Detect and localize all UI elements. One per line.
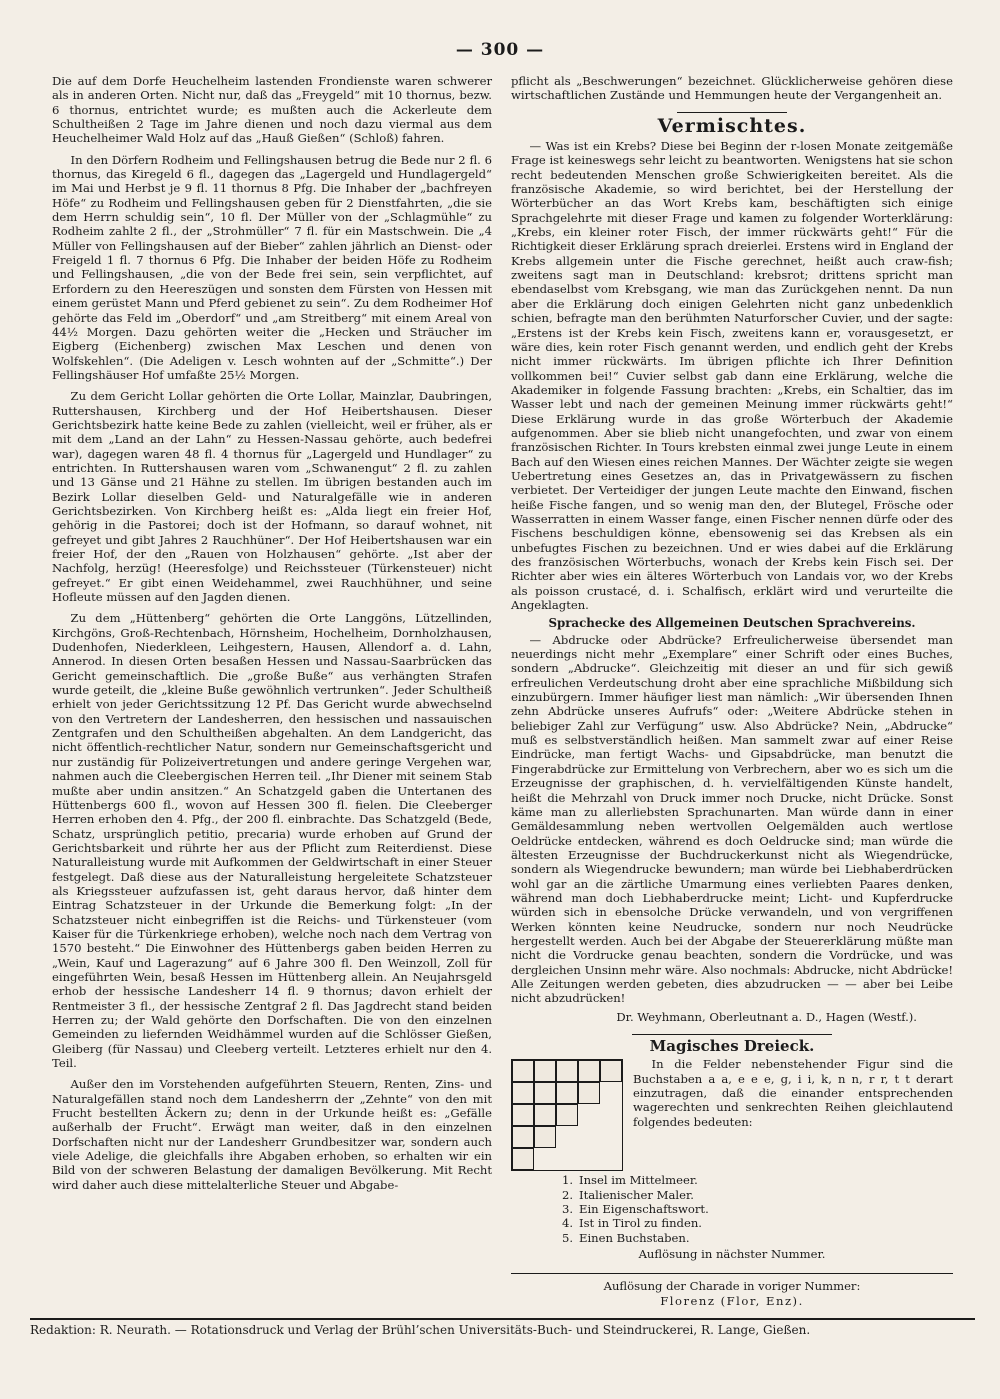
puzzle-divider [632,1034,832,1035]
clue-item: 5. Einen Buchstaben. [561,1230,690,1245]
grid-blank [556,1148,578,1170]
grid-blank [534,1148,556,1170]
clue-item: 3. Ein Eigenschaftswort. [561,1202,709,1217]
grid-blank [578,1148,600,1170]
clue-item: 2. Italienischer Maler. [561,1187,694,1202]
paragraph-continuation: pflicht als „Beschwerungen“ bezeichnet. Glücklicherweise gehören diese wirtschaftlichen Zustände und Hemmungen heute der Vergangenheit an. [511,74,953,103]
article-krebs: — Was ist ein Krebs? Diese bei Beginn der r-losen Monate zeitgemäße Frage ist keineswegs sehr leicht zu beantworten. Wenigstens hat sie schon recht bedeutenden Menschen große Schwierigkeiten bereitet. Als die französische Akademie, so wird berichtet, bei der Herstellung der Wörterbücher an das Wort Krebs kam, beschäftigten sich einige Sprachgelehrte mit dieser Frage und kamen zu folgender Worterklärung: „Krebs, ein kleiner roter Fisch, der immer rückwärts geht!“ Für die Richtigkeit dieser Erklärung sprach dreierlei. Erstens wird in England der Krebs allgemein unter die Fische gerechnet, heißt auch craw-fish; zweitens sagt man in Deutschland: krebsrot; drittens spricht man ebendaselbst vom Krebsgang, wie man das Zurückgehen nennt. Da nun aber die Erklärung doch einigen Gelehrten nicht ganz unbedenklich schien, befragte man den berühmten Naturforscher Cuvier, und der sagte: „Erstens ist der Krebs kein Fisch, zweitens kann er, vorausgesetzt, er wäre dies, kein roter Fisch genannt werden, und endlich geht der Krebs nicht immer rückwärts. Im übrigen pflichte ich Ihrer Definition vollkommen bei!“ Cuvier selbst gab dann eine Erklärung, welche die Akademiker in folgende Fassung brachten: „Krebs, ein Schaltier, das im Wasser lebt und nach der gemeinen Meinung immer rückwärts geht!“ Diese Erklärung wurde in das große Wörterbuch der Akademie aufgenommen. Aber sie blieb nicht unangefochten, und zwar von einem französischen Richter. In Tours krebsten einmal zwei junge Leute in einem Bach auf den Wiesen eines reichen Mannes. Der Wächter zeigte sie wegen Uebertretung eines Gesetzes an, das in Privatgewässern zu fischen verbietet. Der Verteidiger der jungen Leute machte den Einwand, fischen heiße Fische fangen, und so wenig man den, der Blutegel, Frösche oder Wasserratten in einem Wasser fange, einen Fischer nennen dürfe oder des Fischens beschuldigen könne, ebensowenig sei das Krebsen als ein unbefugtes Fischen zu bezeichnen. Und er wies dabei auf die Erklärung des französischen Wörterbuchs, wonach der Krebs kein Fisch sei. Der Richter aber wies ein älteres Wörterbuch von Landais vor, wo der Krebs als poisson crustacé, d. i. Schalfisch, erklärt wird und verurteilte die Angeklagten. [511,139,953,613]
magic-triangle-grid [511,1059,623,1171]
grid-cell [534,1104,556,1126]
solution-label: Auflösung der Charade in voriger Nummer: [603,1279,861,1294]
grid-cell [512,1148,534,1170]
grid-cell [600,1060,622,1082]
grid-blank [556,1126,578,1148]
grid-blank [600,1126,622,1148]
paragraph-frondienste: Die auf dem Dorfe Heuchelheim lastenden Frondienste waren schwerer als in anderen Orten. Nicht nur, daß das „Freygeld“ mit 10 thornus, bezw. 6 thornus, entrichtet wurde; es mußten auch die Ackerleute dem Schultheißen 2 Tage im Jahre dienen und noch dazu viermal aus dem Heuchelheimer Wald Holz auf das „Hauß Gießen“ (Schloß) fahren. [52,74,492,146]
grid-blank [600,1082,622,1104]
sprachecke-signature: Dr. Weyhmann, Oberleutnant a. D., Hagen (Westf.). [616,1009,917,1024]
section-title: Vermischtes. [657,114,807,137]
sprachecke-title: Sprachecke des Allgemeinen Deutschen Sprachvereins. [548,616,916,631]
magic-triangle-intro: In die Felder nebenstehender Figur sind die Buchstaben a a, e e e, g, i i, k, n n, r r, t t derart einzutragen, daß die einander entsprechenden wagerechten und senkrechten Reihen gleichlautend folgendes bedeuten: [633,1057,953,1129]
article-sprachecke: — Abdrucke oder Abdrücke? Erfreulicherweise übersendet man neuerdings nicht mehr „Exemplare“ einer Schrift oder eines Buches, sondern „Abdrucke“. Gleichzeitig mit dieser an und für sich gewiß erfreulichen Verdeutschung droht aber eine sprachliche Mißbildung sich einzubürgern. Immer häufiger liest man nämlich: „Wir übersenden Ihnen zehn Abdrücke unseres Aufrufs“ oder: „Weitere Abdrücke stehen in beliebiger Zahl zur Verfügung“ usw. Also Abdrücke? Nein, „Abdrucke“ muß es selbstverständlich heißen. Man sammelt zwar auf einer Reise Eindrücke, man fertigt Wachs- und Gipsabdrücke, man benutzt die Fingerabdrücke zur Ermittelung von Verbrechern, aber wo es sich um die Erzeugnisse der graphischen, d. h. vervielfältigenden Künste handelt, heißt die Mehrzahl von Druck immer noch Drucke, nicht Drücke. Sonst käme man zu allerliebsten Sprachunarten. Man würde dann in einer Gemäldesammlung neben wertvollen Oelgemälden auch wertlose Oeldrücke entdecken, während es doch Oeldrucke sind; man würde die ältesten Erzeugnisse der Buchdruckerkunst nicht als Wiegendrücke, sondern als Wiegendrucke bewundern; man würde bei Liebhaberdrücken wohl gar an die zärtliche Umarmung eines verliebten Paares denken, während man doch Liebhaberdrucke meint; Licht- und Kupferdrucke würden sich in ebensolche Drücke verwandeln, und von vergriffenen Werken könnten keine Neudrucke, sondern nur noch Neudrücke hergestellt werden. Auch bei der Abgabe der Steuererklärung müßte man nicht die Vordrucke genau beachten, sondern die Vordrücke, und was dergleichen Unsinn mehr wäre. Also nochmals: Abdrucke, nicht Abdrücke! Alle Zeitungen werden gebeten, dies abzudrucken — — aber bei Leibe nicht abzudrücken! [511,632,953,1006]
grid-cell [534,1060,556,1082]
magic-triangle-text [633,1057,953,1171]
grid-cell [578,1082,600,1104]
clue-item: 4. Ist in Tirol zu finden. [561,1216,702,1231]
grid-cell [512,1104,534,1126]
grid-blank [600,1148,622,1170]
grid-cell [534,1082,556,1104]
grid-cell [534,1126,556,1148]
grid-blank [578,1104,600,1126]
paragraph-rodheim: In den Dörfern Rodheim und Fellingshausen betrug die Bede nur 2 fl. 6 thornus, das Kiregeld 6 fl., dagegen das „Lagergeld und Hundlagergeld“ im Mai und Herbst je 9 fl. 11 thornus 8 Pfg. Die Inhaber der „bachfreyen Höfe“ zu Rodheim und Fellingshausen geben für 2 Dienstfahrten, „die sie dem Herrn schuldig sein“, 10 fl. Der Müller von der „Schlagmühle“ zu Rodheim zahlte 2 fl., der „Strohmüller“ 7 fl. für ein Mastschwein. Die „4 Müller von Fellingshausen auf der Bieber“ zahlen jährlich an Dienst- oder Freigeld 1 fl. 7 thornus 6 Pfg. Die Inhaber der beiden Höfe zu Rodheim und Fellingshausen, „die von der Bede frei sein, sein verpflichtet, auf Erfordern zu den Heereszügen und sonsten dem Fürsten von Hessen mit einem gerüstet Mann und Pferd gebienet zu sein“. Zu dem Rodheimer Hof gehörte das Feld im „Oberdorf“ und „am Streitberg“ mit einem Areal von 44½ Morgen. Dazu gehörten weiter die „Hecken und Sträucher im Eigberg (Eichenberg) zwischen Max Leschen und denen von Wolfskehlen“. (Die Adeligen v. Lesch wohnten auf der „Schmitte“.) Der Fellingshäuser Hof umfaßte 25½ Morgen. [52,152,492,382]
paragraph-lollar: Zu dem Gericht Lollar gehörten die Orte Lollar, Mainzlar, Daubringen, Ruttershausen, Kirchberg und der Hof Heibertshausen. Dieser Gerichtsbezirk hatte keine Bede zu zahlen (vielleicht, weil er früher, als er mit dem „Land an der Lahn“ zu Hessen-Nassau gehörte, auch bedefrei war), dagegen waren 48 fl. 4 thornus für „Lagergeld und Hundlager“ zu entrichten. In Ruttershausen waren vom „Schwanengut“ 2 fl. zu zahlen und 13 Gänse und 21 Hähne zu stellen. Im übrigen bestanden auch im Bezirk Lollar dieselben Geld- und Naturalgefälle wie in anderen Gerichtsbezirken. Von Kirchberg heißt es: „Alda liegt ein freier Hof, gehörig in die Pastorei; doch ist der Hofmann, so darauf wohnet, nit gefreyet und gibt Jahres 2 Rauchhüner“. Der Hof Heibertshausen war ein freier Hof, der den „Rauen von Holzhausen“ gehörte. „Ist aber der Nachfolg, herzüg! (Heeresfolge) und Reichssteuer (Türkensteuer) nicht gefreyet.“ Er gibt einen Weidehammel, zwei Rauchhühner, und seine Hofleute müssen auf den Jagden dienen. [52,389,492,605]
grid-cell [512,1126,534,1148]
left-column [52,74,492,1192]
grid-blank [600,1104,622,1126]
grid-cell [512,1060,534,1082]
page-number: — 300 — [455,40,545,60]
solution-note: Auflösung in nächster Nummer. [638,1247,826,1262]
section-divider [677,112,787,113]
paragraph-huettenberg: Zu dem „Hüttenberg“ gehörten die Orte Langgöns, Lützellinden, Kirchgöns, Groß-Rechtenbach, Hörnsheim, Hochelheim, Dornholzhausen, Dudenhofen, Niederkleen, Leihgestern, Hausen, Allendorf a. d. Lahn, Annerod. In diesen Orten besaßen Hessen und Nassau-Saarbrücken das Gericht gemeinschaftlich. Die „große Buße“ aus verhängten Strafen wurde geteilt, die „kleine Buße gewöhnlich vertrunken“. Jeder Schultheiß erhielt von jeder Gerichtssitzung 12 Pf. Das Gericht wurde abwechselnd von den Vertretern der Landesherren, den hessischen und nassauischen Zentgrafen und den Schultheißen abgehalten. An dem Landgericht, das nicht öffentlich-rechtlicher Natur, sondern nur Gemeinschaftsgericht und nur zuständig für Polizeivertretungen und andere geringe Vergehen war, nahmen auch die Cleebergischen Herren teil. „Ihr Diener mit seinem Stab mußte aber undin ansitzen.“ An Schatzgeld gaben die Untertanen des Hüttenbergs 600 fl., wovon auf Hessen 300 fl. fielen. Die Cleeberger Herren erhoben den 4. Pfg., der 200 fl. einbrachte. Das Schatzgeld (Bede, Schatz, ursprünglich petitio, precaria) wurde erhoben auf Grund der Gerichtsbarkeit und rührte her aus der Pflicht zum Reiterdienst. Diese Naturalleistung wurde mit Aufkommen der Geldwirtschaft in einer Steuer festgelegt. Daß diese aus der Naturalleistung hergeleitete Schatzsteuer als Kriegssteuer aufzufassen ist, geht daraus hervor, daß hinter dem Eintrag Schatzsteuer in der Urkunde die Bemerkung folgt: „In der Schatzsteuer nicht einbegriffen ist die Reichs- und Türkensteuer (vom Kaiser für die Türkenkriege erhoben), welche noch nach dem Vertrag von 1570 besteht.“ Die Einwohner des Hüttenbergs gaben beiden Herren zu „Wein, Kauf und Lagerazung“ auf 6 Jahre 300 fl. Den Weinzoll, Zoll für eingeführten Wein, besaß Hessen im Hüttenberg allein. An Neujahrsgeld erhob der hessische Landesherr 14 fl. 9 thornus; davon erhielt der Rentmeister 3 fl., der hessische Zentgraf 2 fl. Das Jagdrecht stand beiden Herren zu; der Wald gehörte den Dorfschaften. Die von den einzelnen Gemeinden zu liefernden Weidhämmel wurden auf die Schlösser Gießen, Gleiberg (für Nassau) und Cleeberg verteilt. Letzteres erhielt nur den 4. Teil. [52,611,492,1071]
grid-cell [556,1104,578,1126]
grid-cell [578,1060,600,1082]
magic-triangle [511,1057,953,1171]
grid-cell [556,1082,578,1104]
grid-cell [512,1082,534,1104]
paragraph-zehnte: Außer den im Vorstehenden aufgeführten Steuern, Renten, Zins- und Naturalgefällen stand noch dem Landesherrn der „Zehnte“ von den mit Frucht bestellten Äckern zu; denn in der Urkunde heißt es: „Gefälle außerhalb der Frucht“. Erwägt man weiter, daß in den einzelnen Dorfschaften nicht nur der Landesherr Grundbesitzer war, sondern auch viele Adelige, die gleichfalls ihre Abgaben erhoben, so erhalten wir ein Bild von der schweren Belastung der damaligen Bevölkerung. Mit Recht wird daher auch diese mittelalterliche Steuer und Abgabe- [52,1077,492,1192]
grid-cell [556,1060,578,1082]
solution-answer: Florenz (Flor, Enz). [660,1293,804,1308]
right-column [511,74,953,1308]
clue-item: 1. Insel im Mittelmeer. [561,1173,698,1188]
clue-list [511,1173,953,1245]
grid-blank [578,1126,600,1148]
magic-triangle-title: Magisches Dreieck. [649,1037,815,1055]
previous-solution [511,1273,953,1308]
imprint-footer: Redaktion: R. Neurath. — Rotationsdruck und Verlag der Brühl’schen Universitäts-Buch- und Steindruckerei, R. Lange, Gießen. [30,1318,975,1337]
